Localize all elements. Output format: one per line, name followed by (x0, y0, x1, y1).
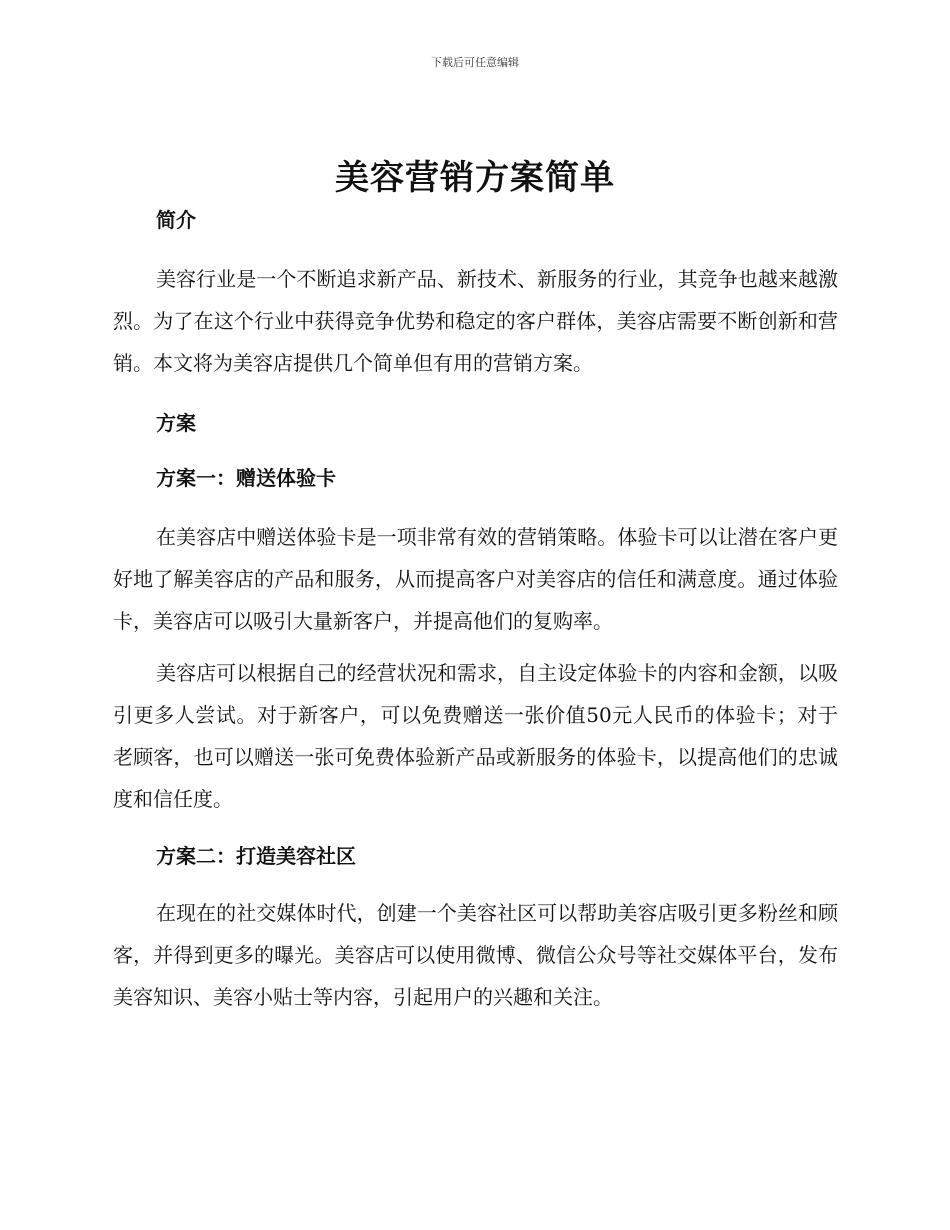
plan2-paragraph-1: 在现在的社交媒体时代，创建一个美容社区可以帮助美容店吸引更多粉丝和顾客，并得到更多的曝光。美容店可以使用微博、微信公众号等社交媒体平台，发布美容知识、美容小贴士等内容，引起用户的兴趣和关注。 (113, 901, 838, 1009)
intro-paragraph: 美容行业是一个不断追求新产品、新技术、新服务的行业，其竞争也越来越激烈。为了在这个行业中获得竞争优势和稳定的客户群体，美容店需要不断创新和营销。本文将为美容店提供几个简单但有用的营销方案。 (113, 267, 838, 375)
page-header-note: 下载后可任意编辑 (431, 56, 519, 69)
document-body (113, 204, 838, 1018)
plan1-paragraph-1: 在美容店中赠送体验卡是一项非常有效的营销策略。体验卡可以让潜在客户更好地了解美容店的产品和服务，从而提高客户对美容店的信任和满意度。通过体验卡，美容店可以吸引大量新客户，并提高他们的复购率。 (113, 525, 838, 633)
document-title: 美容营销方案简单 (335, 158, 615, 198)
plan1-heading: 方案一：赠送体验卡 (156, 466, 336, 490)
intro-heading: 简介 (156, 208, 196, 232)
plan1-paragraph-2: 美容店可以根据自己的经营状况和需求，自主设定体验卡的内容和金额，以吸引更多人尝试。对于新客户，可以免费赠送一张价值50元人民币的体验卡；对于老顾客，也可以赠送一张可免费体验新产品或新服务的体验卡，以提高他们的忠诚度和信任度。 (113, 661, 838, 811)
plan2-heading: 方案二：打造美容社区 (156, 844, 356, 868)
plan-heading: 方案 (156, 411, 196, 435)
